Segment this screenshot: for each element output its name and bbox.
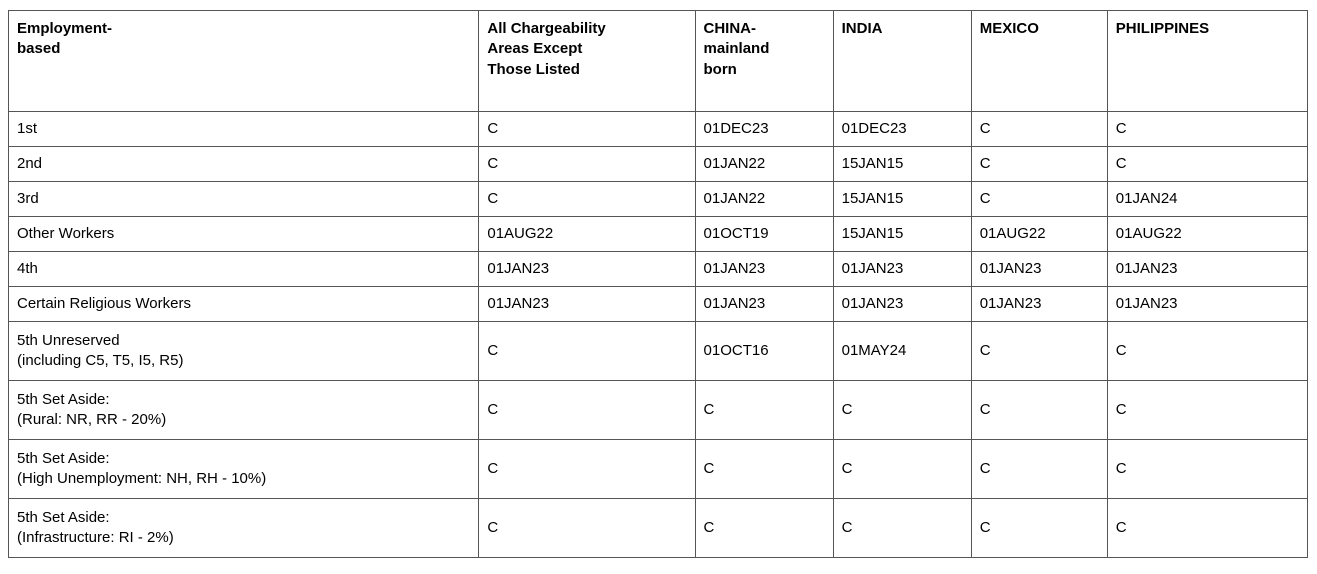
- priority-date-cell: 01AUG22: [479, 217, 695, 252]
- employment-based-visa-table: [8, 10, 1308, 558]
- priority-date-cell: C: [479, 499, 695, 558]
- priority-date-cell: 15JAN15: [833, 217, 971, 252]
- column-header-line: MEXICO: [979, 20, 1039, 37]
- priority-date-cell: 15JAN15: [833, 182, 971, 217]
- column-header-line: Those Listed: [487, 60, 580, 78]
- table-row: [9, 381, 1308, 440]
- priority-date-cell: C: [1107, 322, 1307, 381]
- category-cell: [9, 499, 479, 558]
- column-header-line: All Chargeability: [487, 20, 606, 37]
- column-header-employment-based: [9, 11, 479, 112]
- priority-date-cell: 01JAN23: [1107, 287, 1307, 322]
- priority-date-cell: 01MAY24: [833, 322, 971, 381]
- table-row: [9, 112, 1308, 147]
- priority-date-cell: C: [1107, 499, 1307, 558]
- priority-date-cell: C: [1107, 381, 1307, 440]
- priority-date-cell: 01JAN23: [971, 252, 1107, 287]
- table-row: [9, 182, 1308, 217]
- column-header-line: Areas Except: [487, 40, 583, 58]
- table-row: [9, 322, 1308, 381]
- priority-date-cell: C: [971, 499, 1107, 558]
- priority-date-cell: 01AUG22: [1107, 217, 1307, 252]
- category-label-line: (Rural: NR, RR - 20%): [17, 411, 167, 428]
- priority-date-cell: C: [971, 147, 1107, 182]
- priority-date-cell: 01JAN23: [833, 287, 971, 322]
- priority-date-cell: C: [971, 381, 1107, 440]
- column-header-line: born: [703, 60, 737, 78]
- priority-date-cell: C: [479, 147, 695, 182]
- table-header: [9, 11, 1308, 112]
- category-label-line: 5th Set Aside:: [17, 508, 110, 526]
- priority-date-cell: 15JAN15: [833, 147, 971, 182]
- column-header-philippines: [1107, 11, 1307, 112]
- category-label-line: (including C5, T5, I5, R5): [17, 352, 184, 369]
- column-header-line: PHILIPPINES: [1115, 20, 1210, 37]
- visa-bulletin-page: [0, 10, 1317, 574]
- priority-date-cell: C: [971, 112, 1107, 147]
- table-body: [9, 112, 1308, 558]
- priority-date-cell: 01JAN23: [1107, 252, 1307, 287]
- column-header-india: [833, 11, 971, 112]
- category-cell: [9, 287, 479, 322]
- column-header-mexico: [971, 11, 1107, 112]
- category-label-line: 3rd: [17, 189, 39, 207]
- category-label-line: 4th: [17, 259, 38, 277]
- priority-date-cell: C: [479, 381, 695, 440]
- table-row: [9, 217, 1308, 252]
- priority-date-cell: C: [971, 440, 1107, 499]
- priority-date-cell: C: [479, 112, 695, 147]
- column-header-all-chargeability-areas-except-those-listed: [479, 11, 695, 112]
- priority-date-cell: C: [695, 381, 833, 440]
- priority-date-cell: 01OCT16: [695, 322, 833, 381]
- category-label-line: 5th Set Aside:: [17, 390, 110, 408]
- category-label-line: 5th Set Aside:: [17, 449, 110, 467]
- priority-date-cell: 01JAN23: [479, 252, 695, 287]
- priority-date-cell: C: [479, 182, 695, 217]
- priority-date-cell: 01JAN24: [1107, 182, 1307, 217]
- priority-date-cell: 01JAN23: [695, 252, 833, 287]
- category-label-line: 5th Unreserved: [17, 331, 120, 349]
- category-cell: [9, 440, 479, 499]
- column-header-line: mainland: [703, 40, 770, 58]
- priority-date-cell: 01JAN23: [479, 287, 695, 322]
- priority-date-cell: C: [1107, 440, 1307, 499]
- priority-date-cell: C: [971, 322, 1107, 381]
- priority-date-cell: C: [1107, 147, 1307, 182]
- category-label-line: 2nd: [17, 154, 43, 172]
- priority-date-cell: C: [833, 381, 971, 440]
- priority-date-cell: 01DEC23: [833, 112, 971, 147]
- table-row: [9, 252, 1308, 287]
- priority-date-cell: C: [833, 499, 971, 558]
- priority-date-cell: 01JAN23: [833, 252, 971, 287]
- priority-date-cell: C: [479, 440, 695, 499]
- category-cell: [9, 252, 479, 287]
- priority-date-cell: C: [479, 322, 695, 381]
- priority-date-cell: 01AUG22: [971, 217, 1107, 252]
- table-row: [9, 287, 1308, 322]
- priority-date-cell: C: [971, 182, 1107, 217]
- column-header-line: INDIA: [841, 20, 883, 37]
- table-header-row: [9, 11, 1308, 112]
- priority-date-cell: 01JAN23: [971, 287, 1107, 322]
- table-row: [9, 440, 1308, 499]
- table-row: [9, 499, 1308, 558]
- priority-date-cell: 01DEC23: [695, 112, 833, 147]
- priority-date-cell: C: [695, 499, 833, 558]
- category-label-line: (Infrastructure: RI - 2%): [17, 529, 174, 546]
- category-cell: [9, 147, 479, 182]
- category-cell: [9, 381, 479, 440]
- category-cell: [9, 112, 479, 147]
- priority-date-cell: 01JAN23: [695, 287, 833, 322]
- category-cell: [9, 182, 479, 217]
- priority-date-cell: 01JAN22: [695, 182, 833, 217]
- priority-date-cell: C: [833, 440, 971, 499]
- category-label-line: 1st: [17, 119, 38, 137]
- priority-date-cell: C: [695, 440, 833, 499]
- category-label-line: (High Unemployment: NH, RH - 10%): [17, 470, 267, 487]
- category-label-line: Other Workers: [17, 224, 115, 242]
- column-header-line: CHINA-: [703, 20, 757, 37]
- category-cell: [9, 217, 479, 252]
- column-header-line: based: [17, 40, 61, 58]
- priority-date-cell: 01JAN22: [695, 147, 833, 182]
- column-header-line: Employment-: [17, 20, 113, 37]
- table-row: [9, 147, 1308, 182]
- column-header-china-mainland-born: [695, 11, 833, 112]
- category-label-line: Certain Religious Workers: [17, 294, 191, 312]
- priority-date-cell: C: [1107, 112, 1307, 147]
- category-cell: [9, 322, 479, 381]
- priority-date-cell: 01OCT19: [695, 217, 833, 252]
